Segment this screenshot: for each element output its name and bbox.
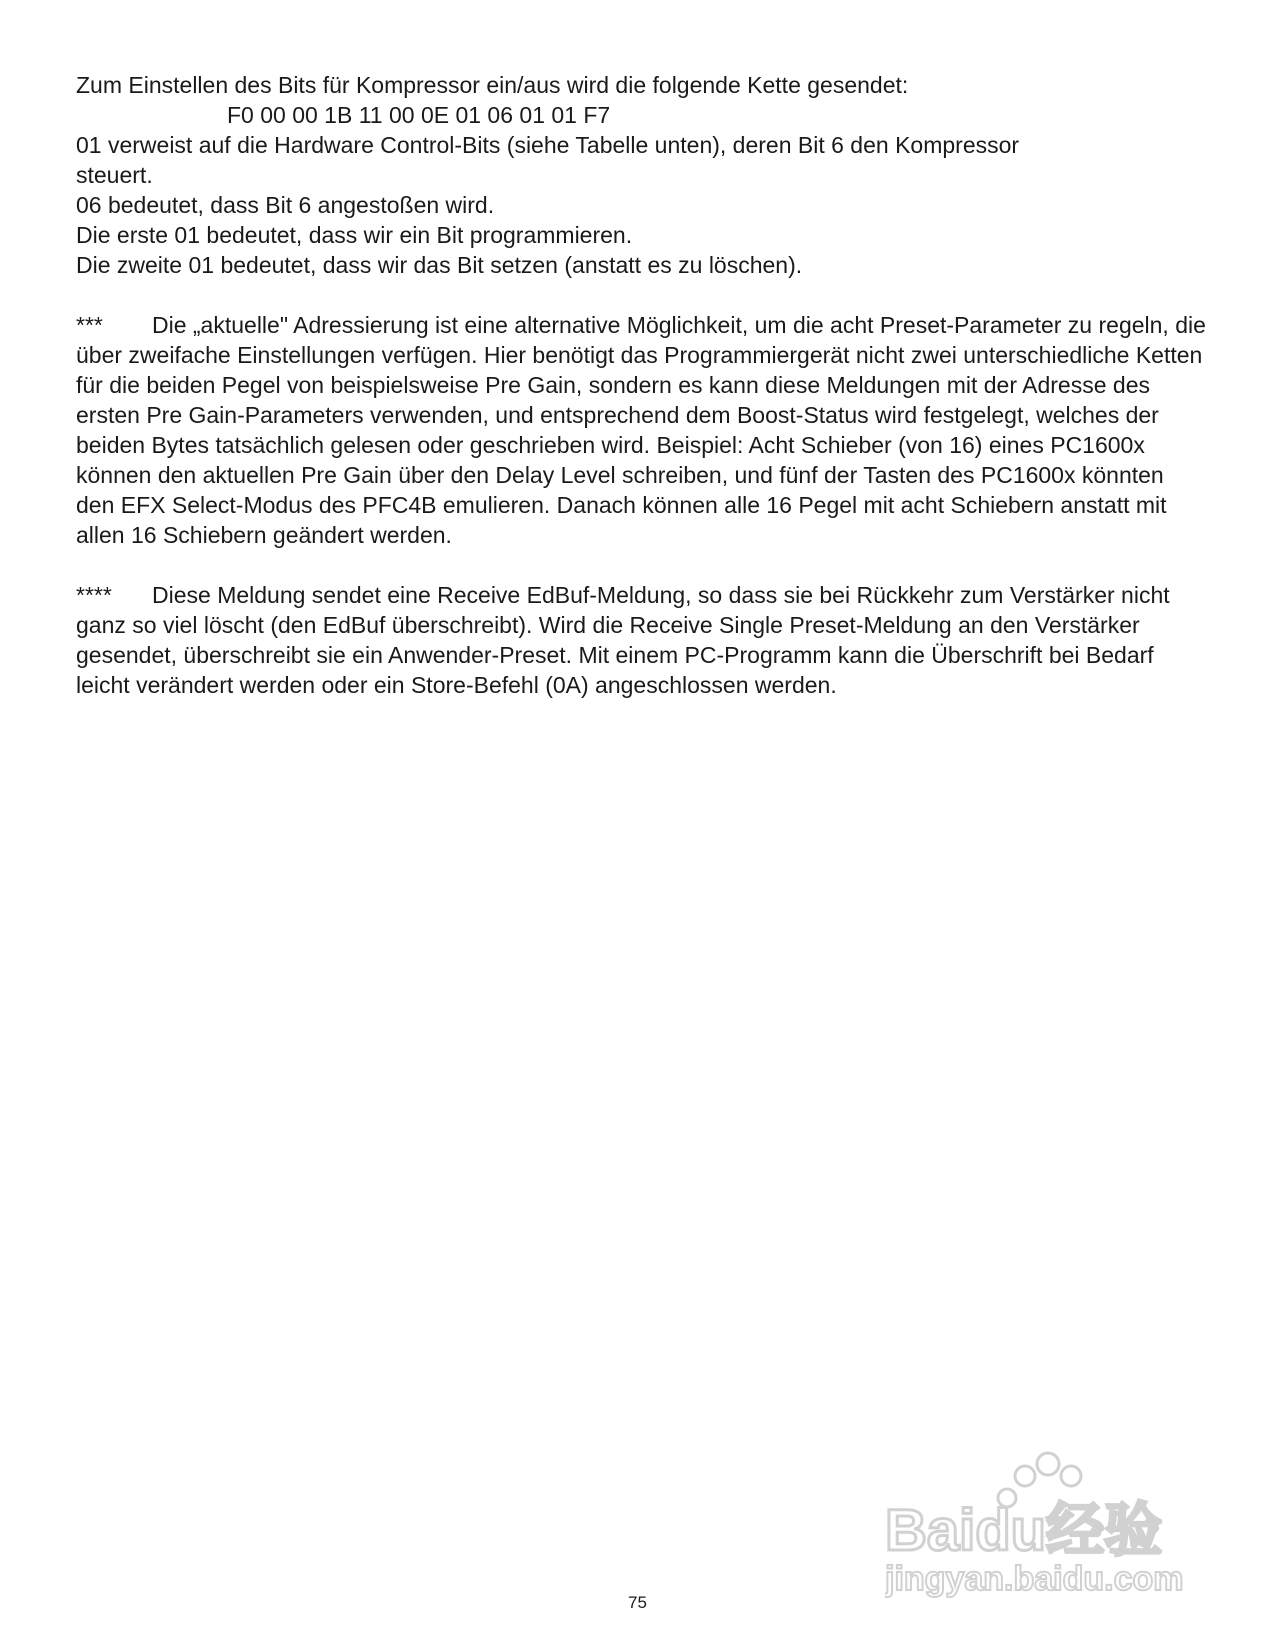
- intro-line: 06 bedeutet, dass Bit 6 angestoßen wird.: [76, 192, 495, 218]
- intro-line: 01 verweist auf die Hardware Control-Bits (siehe Tabelle unten), deren Bit 6 den Kompressor: [76, 132, 1020, 158]
- paragraph-gap: [76, 550, 1206, 580]
- footnote-marker: ***: [76, 312, 103, 338]
- page-number: 75: [628, 1593, 647, 1612]
- intro-line: Die erste 01 bedeutet, dass wir ein Bit programmieren.: [76, 222, 633, 248]
- document-body: [76, 70, 1206, 700]
- footnote-text: Die „aktuelle" Adressierung ist eine alternative Möglichkeit, um die acht Preset-Parameter zu regeln, die über zweifache Einstellungen verfügen. Hier benötigt das Programmiergerät nicht zwei unterschiedliche Ketten für die beiden Pegel von beispielsweise Pre Gain, sondern es kann diese Meldungen mit der Adresse des ersten Pre Gain-Parameters verwenden, und entsprechend dem Boost-Status wird festgelegt, welches der beiden Bytes tatsächlich gelesen oder geschrieben wird. Beispiel: Acht Schieber (von 16) eines PC1600x können den aktuellen Pre Gain über den Delay Level schreiben, und fünf der Tasten des PC1600x könnten den EFX Select-Modus des PFC4B emulieren. Danach können alle 16 Pegel mit acht Schiebern anstatt mit allen 16 Schiebern geändert werden.: [76, 312, 1206, 548]
- footnote-triple-star: [76, 310, 1206, 550]
- paragraph-gap: [76, 280, 1206, 310]
- hex-string: F0 00 00 1B 11 00 0E 01 06 01 01 F7: [227, 102, 611, 128]
- watermark-url: jingyan.baidu.com: [885, 1560, 1184, 1598]
- watermark-brand: Baidu经验: [885, 1498, 1163, 1563]
- intro-line: Zum Einstellen des Bits für Kompressor ein/aus wird die folgende Kette gesendet:: [76, 72, 909, 98]
- footnote-quad-star: [76, 580, 1206, 700]
- baidu-watermark: [885, 1450, 1210, 1600]
- intro-line: steuert.: [76, 162, 153, 188]
- baidu-paw-logo-icon: [885, 1450, 1210, 1600]
- intro-line: Die zweite 01 bedeutet, dass wir das Bit setzen (anstatt es zu löschen).: [76, 252, 803, 278]
- footnote-text: Diese Meldung sendet eine Receive EdBuf-Meldung, so dass sie bei Rückkehr zum Verstärker nicht ganz so viel löscht (den EdBuf überschreibt). Wird die Receive Single Preset-Meldung an den Verstärker gesendet, überschreibt sie ein Anwender-Preset. Mit einem PC-Programm kann die Überschrift bei Bedarf leicht verändert werden oder ein Store-Befehl (0A) angeschlossen werden.: [76, 582, 1170, 698]
- footnote-marker: ****: [76, 582, 112, 608]
